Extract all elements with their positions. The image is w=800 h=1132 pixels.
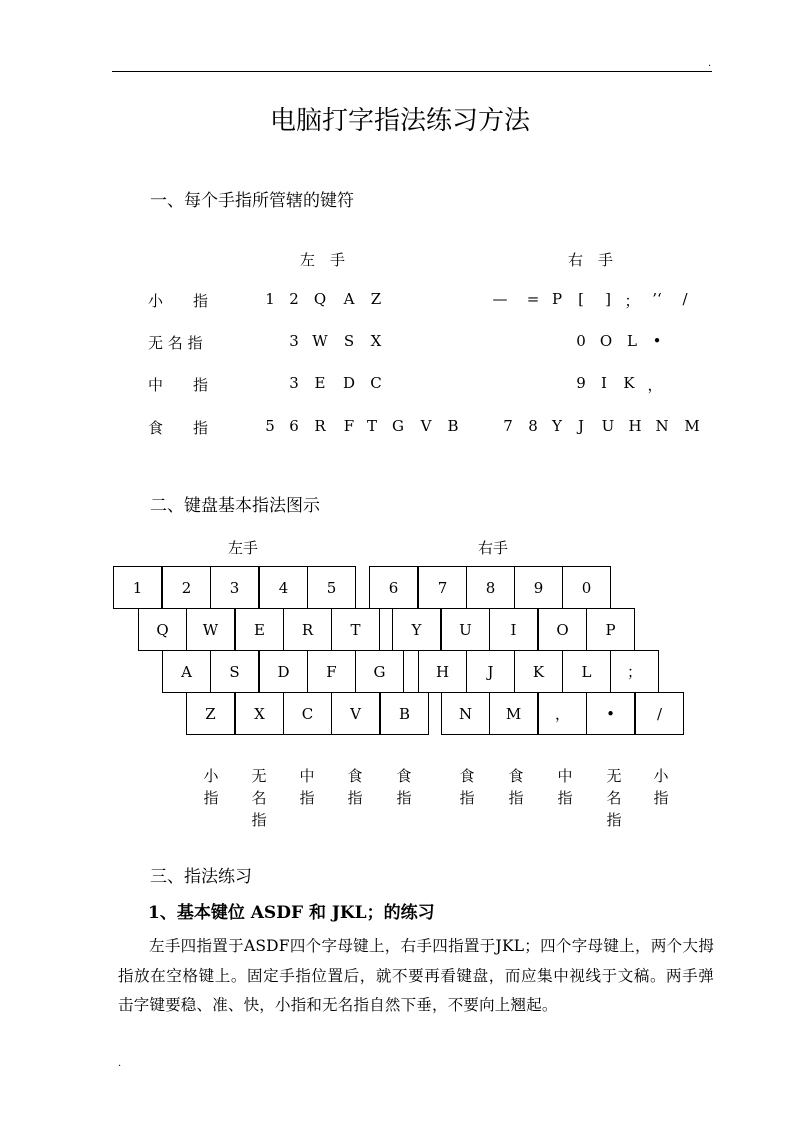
left-hand-key: R xyxy=(314,417,326,435)
right-hand-key: P xyxy=(551,290,563,308)
finger-label-char: 中 xyxy=(299,767,315,785)
finger-label xyxy=(555,765,575,809)
right-hand-key: K xyxy=(623,374,635,392)
key-row1-4: 5 xyxy=(307,566,356,609)
left-hand-key: 6 xyxy=(289,417,299,435)
finger-label-char: 食 xyxy=(459,767,475,785)
finger-label-char: 名 xyxy=(251,789,267,807)
finger-label xyxy=(297,765,317,809)
finger-label xyxy=(249,765,269,831)
left-hand-key: W xyxy=(312,332,328,350)
left-hand-key: C xyxy=(370,374,382,392)
key-row3-3: F xyxy=(307,650,356,693)
left-hand-key: S xyxy=(343,332,355,350)
right-hand-key: M xyxy=(684,417,700,435)
key-row2-7: I xyxy=(489,608,538,651)
finger-label xyxy=(394,765,414,809)
finger-label-char: 小 xyxy=(203,767,219,785)
finger-label xyxy=(651,765,671,809)
section2-heading: 二、键盘基本指法图示 xyxy=(150,496,320,516)
header-mark: . xyxy=(708,58,712,69)
right-hand-key: L xyxy=(627,332,637,350)
section1-heading: 一、每个手指所管辖的键符 xyxy=(150,191,354,211)
finger-label-char: 指 xyxy=(508,789,524,807)
key-row3-0: A xyxy=(162,650,211,693)
key-row3-2: D xyxy=(259,650,308,693)
left-hand-key: X xyxy=(370,332,382,350)
finger-label-char: 名 xyxy=(606,789,622,807)
key-row4-1: X xyxy=(235,692,284,735)
finger-label-char: 无 xyxy=(606,767,622,785)
key-row3-4: G xyxy=(355,650,404,693)
section3-subheading: 1、基本键位 ASDF 和 JKL；的练习 xyxy=(148,903,435,923)
left-hand-key: Q xyxy=(313,290,327,308)
right-hand-key: — xyxy=(492,290,508,308)
right-hand-key: 8 xyxy=(528,417,538,435)
finger-label-char: 指 xyxy=(347,789,363,807)
key-row2-3: R xyxy=(283,608,332,651)
finger-name: 中 指 xyxy=(148,376,209,394)
key-row2-4: T xyxy=(331,608,380,651)
finger-label-char: 食 xyxy=(396,767,412,785)
right-hand-key: ] xyxy=(605,290,611,308)
key-row3-9: ； xyxy=(610,650,659,693)
key-row2-1: W xyxy=(186,608,235,651)
finger-label-char: 食 xyxy=(347,767,363,785)
right-hand-key: ， xyxy=(647,376,663,394)
left-hand-key: T xyxy=(366,417,377,435)
finger-name: 无 名 指 xyxy=(148,334,203,352)
kb-left-hand-label: 左手 xyxy=(228,539,259,557)
key-row1-5: 6 xyxy=(369,566,418,609)
key-row1-6: 7 xyxy=(418,566,467,609)
key-row4-3: V xyxy=(331,692,380,735)
key-row3-8: L xyxy=(562,650,611,693)
footer-mark: . xyxy=(118,1058,122,1069)
right-hand-key: ’‘ xyxy=(652,290,662,308)
key-row4-8: • xyxy=(586,692,635,735)
right-hand-key: J xyxy=(577,417,584,435)
key-row2-9: P xyxy=(586,608,635,651)
right-hand-key: / xyxy=(682,290,688,308)
right-hand-key: 0 xyxy=(576,332,586,350)
left-hand-key: 3 xyxy=(289,332,299,350)
finger-label-char: 指 xyxy=(557,789,573,807)
kb-right-hand-label: 右手 xyxy=(478,539,509,557)
key-row1-9: 0 xyxy=(562,566,611,609)
key-row3-6: J xyxy=(466,650,515,693)
left-hand-key: D xyxy=(342,374,356,392)
right-hand-key: • xyxy=(652,332,662,350)
left-hand-key: 1 xyxy=(265,290,275,308)
finger-name: 小 指 xyxy=(148,292,209,310)
key-row3-5: H xyxy=(418,650,467,693)
left-hand-key: E xyxy=(314,374,326,392)
finger-label xyxy=(201,765,221,809)
right-hand-key: Y xyxy=(552,417,562,435)
key-row4-4: B xyxy=(380,692,429,735)
left-hand-key: A xyxy=(343,290,355,308)
finger-label-char: 指 xyxy=(653,789,669,807)
key-row2-6: U xyxy=(441,608,490,651)
finger-label xyxy=(457,765,477,809)
right-hand-key: 9 xyxy=(576,374,586,392)
key-row1-1: 2 xyxy=(162,566,211,609)
page-title: 电脑打字指法练习方法 xyxy=(269,106,530,136)
right-hand-key: ； xyxy=(624,292,640,310)
key-row1-0: 1 xyxy=(113,566,162,609)
left-hand-key: B xyxy=(447,417,459,435)
finger-name: 食 指 xyxy=(148,419,209,437)
finger-label xyxy=(345,765,365,809)
right-hand-key: O xyxy=(599,332,613,350)
finger-label-char: 指 xyxy=(396,789,412,807)
key-row3-7: K xyxy=(514,650,563,693)
key-row2-2: E xyxy=(235,608,284,651)
key-row4-2: C xyxy=(283,692,332,735)
key-row2-0: Q xyxy=(138,608,187,651)
right-hand-key: I xyxy=(601,374,607,392)
left-hand-key: V xyxy=(420,417,432,435)
left-hand-key: Z xyxy=(370,290,382,308)
key-row4-0: Z xyxy=(186,692,235,735)
key-row1-7: 8 xyxy=(466,566,515,609)
key-row1-8: 9 xyxy=(514,566,563,609)
right-hand-key: U xyxy=(601,417,615,435)
key-row3-1: S xyxy=(210,650,259,693)
left-hand-key: 3 xyxy=(289,374,299,392)
right-hand-key: N xyxy=(655,417,669,435)
key-row4-5: N xyxy=(441,692,490,735)
left-hand-key: 2 xyxy=(289,290,299,308)
left-hand-key: G xyxy=(392,417,404,435)
finger-label-char: 指 xyxy=(251,811,267,829)
finger-label-char: 中 xyxy=(557,767,573,785)
s1-left-hand-label: 左 手 xyxy=(300,251,346,269)
finger-label-char: 无 xyxy=(251,767,267,785)
left-hand-key: F xyxy=(343,417,355,435)
key-row1-2: 3 xyxy=(210,566,259,609)
key-row1-3: 4 xyxy=(259,566,308,609)
key-row4-6: M xyxy=(489,692,538,735)
finger-label-char: 指 xyxy=(606,811,622,829)
key-row2-8: O xyxy=(538,608,587,651)
finger-label-char: 指 xyxy=(459,789,475,807)
right-hand-key: = xyxy=(526,290,540,308)
finger-label xyxy=(604,765,624,831)
finger-label-char: 食 xyxy=(508,767,524,785)
s1-right-hand-label: 右 手 xyxy=(568,251,614,269)
key-row4-9: / xyxy=(635,692,684,735)
finger-label-char: 指 xyxy=(299,789,315,807)
key-row4-7: ， xyxy=(538,692,587,735)
right-hand-key: H xyxy=(628,417,642,435)
finger-label-char: 小 xyxy=(653,767,669,785)
key-row2-5: Y xyxy=(392,608,441,651)
finger-label xyxy=(506,765,526,809)
right-hand-key: [ xyxy=(578,290,584,308)
header-rule xyxy=(112,71,712,72)
right-hand-key: 7 xyxy=(503,417,513,435)
section3-heading: 三、指法练习 xyxy=(150,867,252,887)
practice-paragraph: 左手四指置于ASDF四个字母键上，右手四指置于JKL；四个字母键上，两个大拇指放在空格键上。固定手指位置后，就不要再看键盘，而应集中视线于文稿。两手弹击字键要稳、准、快，小指和无名指自然下垂，不要向上翘起。 xyxy=(118,937,714,1014)
finger-label-char: 指 xyxy=(203,789,219,807)
left-hand-key: 5 xyxy=(265,417,275,435)
